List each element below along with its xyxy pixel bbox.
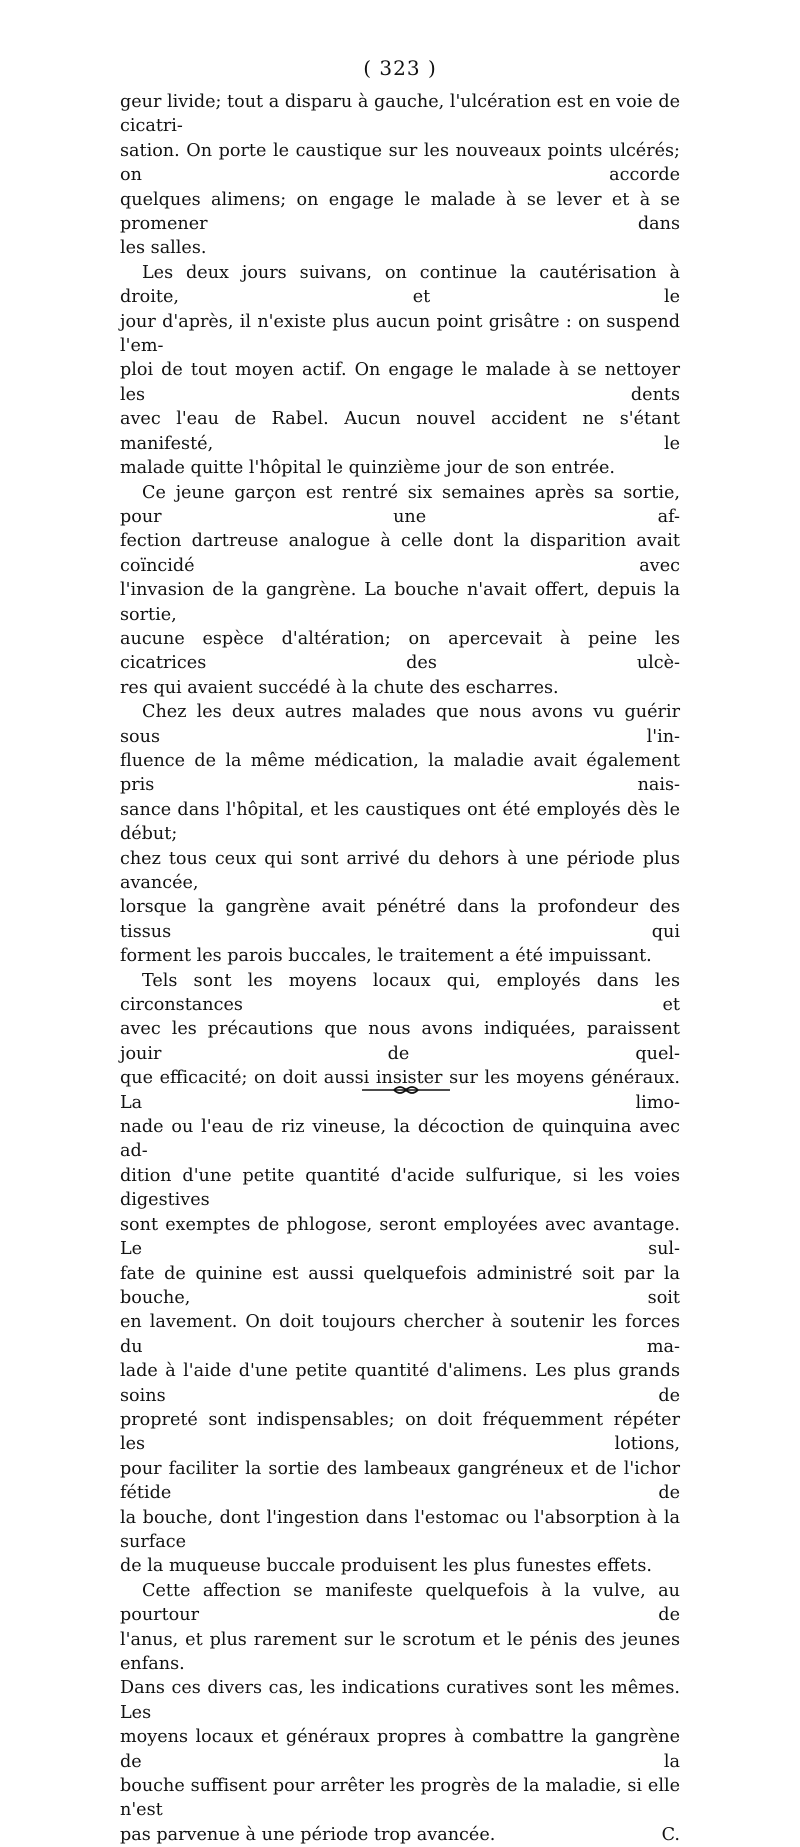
text-line: forment les parois buccales, le traitement a été impuissant.: [120, 946, 652, 967]
page-number: ( 323 ): [363, 56, 437, 80]
text-line: Tels sont les moyens locaux qui, employés dans les circonstances et: [120, 970, 680, 1016]
text-line: fluence de la même médication, la maladie avait également pris nais-: [120, 750, 680, 796]
text-line: aucune espèce d'altération; on apercevait à peine les cicatrices des ulcè-: [120, 628, 680, 674]
paragraph: [120, 700, 680, 968]
body-text: [120, 90, 680, 1847]
text-line: avec les précautions que nous avons indiquées, paraissent jouir de quel-: [120, 1019, 680, 1064]
text-line: moyens locaux et généraux propres à combattre la gangrène de la: [120, 1727, 680, 1772]
text-line: la bouche, dont l'ingestion dans l'estomac ou l'absorption à la surface: [120, 1507, 680, 1552]
text-line: lorsque la gangrène avait pénétré dans la profondeur des tissus qui: [120, 897, 680, 942]
text-line: bouche suffisent pour arrêter les progrès de la maladie, si elle n'est: [120, 1776, 680, 1821]
text-line: en lavement. On doit toujours chercher à soutenir les forces du ma-: [120, 1312, 680, 1357]
text-line: res qui avaient succédé à la chute des escharres.: [120, 677, 559, 698]
text-line: quelques alimens; on engage le malade à se lever et à se promener dans: [120, 189, 680, 235]
paragraph: [120, 261, 680, 481]
text-line: geur livide; tout a disparu à gauche, l'ulcération est en voie de cicatri-: [120, 92, 680, 137]
text-line: lade à l'aide d'une petite quantité d'alimens. Les plus grands soins de: [120, 1361, 680, 1406]
text-line: chez tous ceux qui sont arrivé du dehors à une période plus avancée,: [120, 848, 680, 893]
text-line: Les deux jours suivans, on continue la cautérisation à droite, et le: [120, 262, 680, 308]
text-line: avec l'eau de Rabel. Aucun nouvel accident ne s'étant manifesté, le: [120, 409, 680, 454]
closing-line: [120, 1823, 680, 1847]
text-line: sance dans l'hôpital, et les caustiques ont été employés dès le début;: [120, 799, 680, 845]
text-line: fection dartreuse analogue à celle dont la disparition avait coïncidé avec: [120, 531, 680, 576]
paragraph: [120, 90, 680, 261]
text-line: sation. On porte le caustique sur les nouveaux points ulcérés; on accorde: [120, 140, 680, 186]
text-line: nade ou l'eau de riz vineuse, la décoction de quinquina avec ad-: [120, 1117, 680, 1162]
text-line: pas parvenue à une période trop avancée.: [120, 1824, 496, 1845]
paragraph: [120, 969, 680, 1579]
text-line: malade quitte l'hôpital le quinzième jour de son entrée.: [120, 458, 615, 479]
text-line: pour faciliter la sortie des lambeaux gangréneux et de l'ichor fétide de: [120, 1458, 680, 1504]
text-line: sont exemptes de phlogose, seront employées avec avantage. Le sul-: [120, 1214, 680, 1260]
text-line: Cette affection se manifeste quelquefois à la vulve, au pourtour de: [120, 1580, 680, 1626]
text-line: les salles.: [120, 238, 207, 259]
text-line: que efficacité; on doit aussi insister sur les moyens généraux. La limo-: [120, 1068, 680, 1113]
text-line: propreté sont indispensables; on doit fréquemment répéter les lotions,: [120, 1409, 680, 1455]
text-line: dition d'une petite quantité d'acide sulfurique, si les voies digestives: [120, 1165, 680, 1211]
text-line: l'anus, et plus rarement sur le scrotum et le pénis des jeunes enfans.: [120, 1629, 680, 1674]
text-line: de la muqueuse buccale produisent les plus funestes effets.: [120, 1556, 652, 1577]
text-line: Chez les deux autres malades que nous avons vu guérir sous l'in-: [120, 702, 680, 747]
text-line: Ce jeune garçon est rentré six semaines après sa sortie, pour une af-: [120, 482, 680, 527]
paragraph: [120, 481, 680, 701]
paragraph: [120, 1579, 680, 1847]
text-line: fate de quinine est aussi quelquefois administré soit par la bouche, soit: [120, 1263, 680, 1308]
ornament-divider-icon: [360, 1082, 452, 1098]
author-signature: C.: [661, 1824, 680, 1845]
text-line: l'invasion de la gangrène. La bouche n'avait offert, depuis la sortie,: [120, 580, 680, 625]
text-line: Dans ces divers cas, les indications curatives sont les mêmes. Les: [120, 1678, 680, 1723]
text-line: ploi de tout moyen actif. On engage le malade à se nettoyer les dents: [120, 360, 680, 405]
text-line: jour d'après, il n'existe plus aucun point grisâtre : on suspend l'em-: [120, 311, 680, 357]
